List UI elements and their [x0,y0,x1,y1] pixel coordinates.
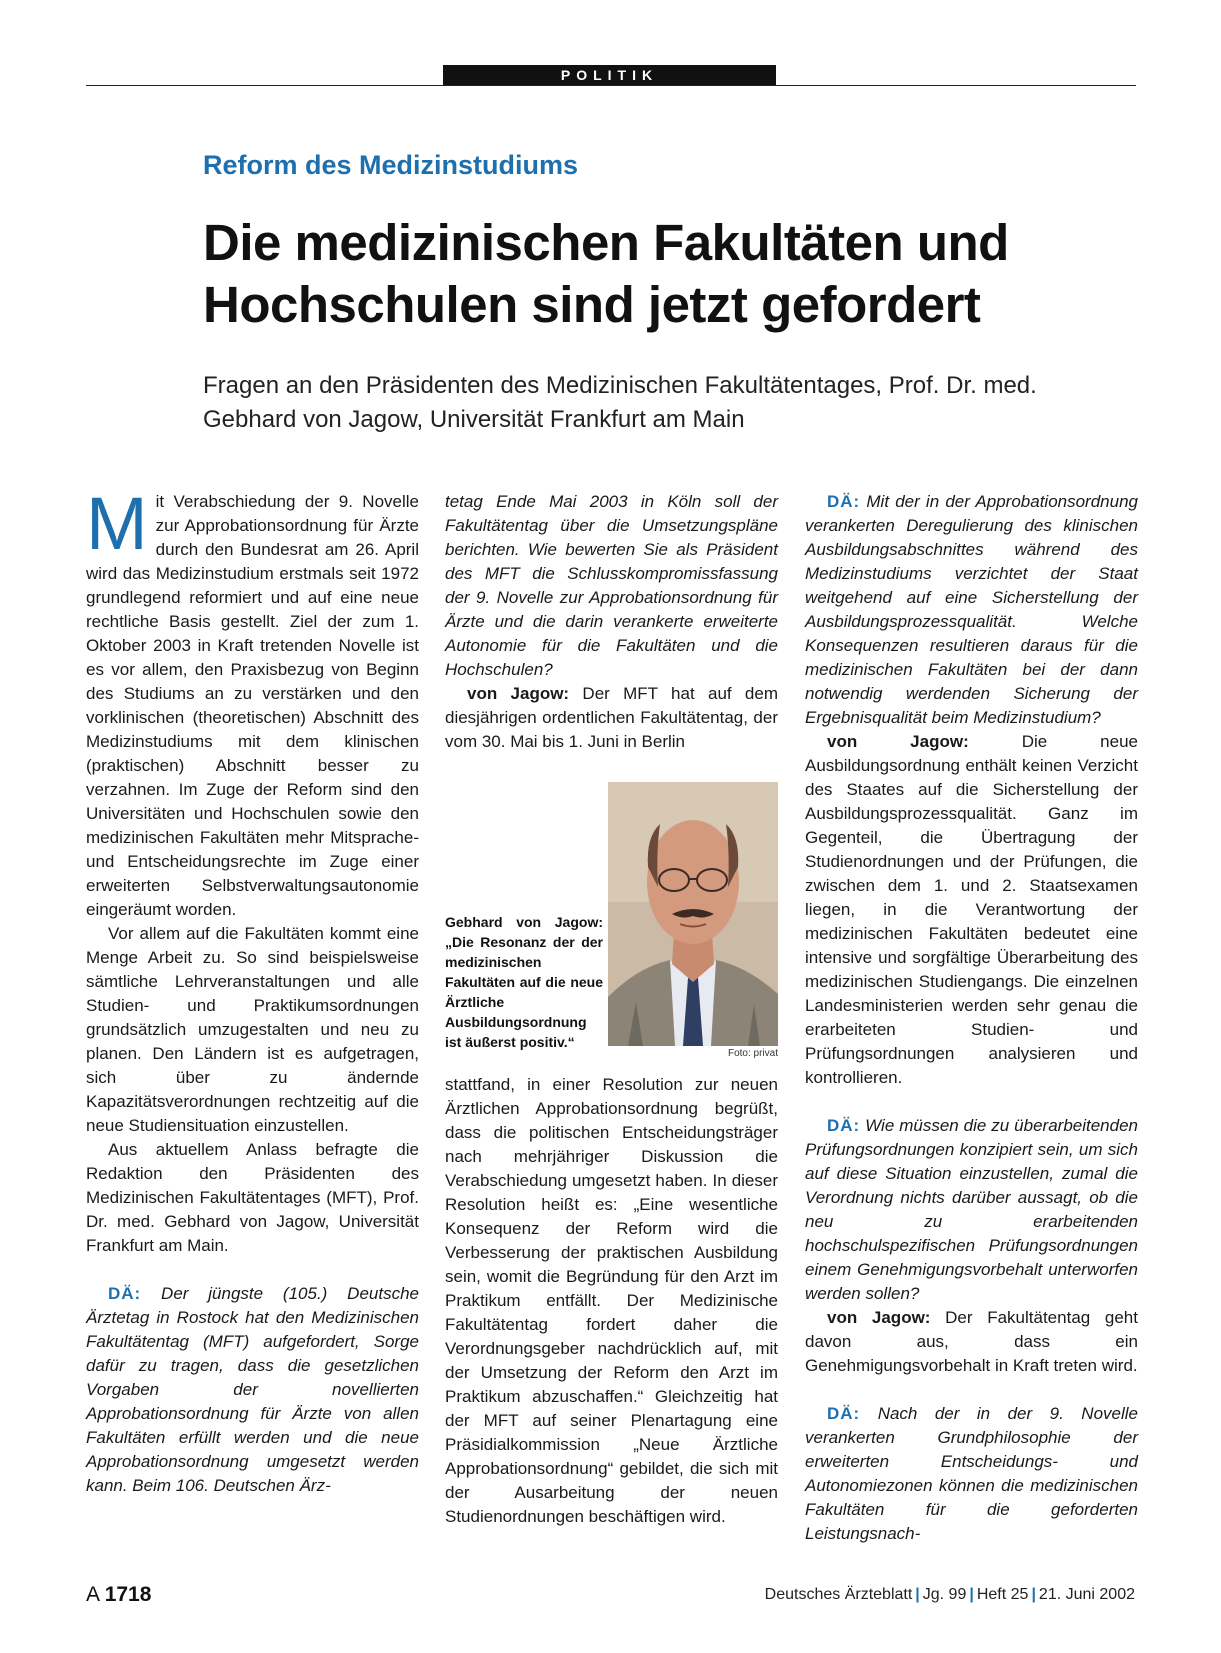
interviewer-label: DÄ: [827,492,861,511]
question-3-text: Wie müssen die zu überarbeitenden Prüfungsordnungen konzipiert sein, um sich auf diese Situation einzustellen, zumal die Verordnung nichts darüber aussagt, ob die neu zu erarbeitenden hochschulspezifischen Prüfungsordnungen einem Genehmigungsvorbehalt unterworfen werden sollen? [805,1116,1138,1303]
question-2-text: Mit der in der Approbationsordnung verankerten Deregulierung des klinischen Ausbildungsabschnittes während des Medizinstudiums verzichtet der Staat weitgehend auf eine Sicherstellung der Ausbildungsprozessqualität. Welche Konsequenzen resultieren daraus für die medizinischen Fakultäten bei der dann notwendig werdenden Sicherung der Ergebnisqualität beim Medizinstudium? [805,492,1138,727]
paragraph-3: Aus aktuellem Anlass befragte die Redaktion den Präsidenten des Medizinischen Fakultätentages (MFT), Prof. Dr. med. Gebhard von Jagow, Universität Frankfurt am Main. [86,1140,419,1255]
portrait-figure [445,782,778,1080]
article-kicker: Reform des Medizinstudiums [203,150,579,180]
question-3 [805,1114,1138,1306]
photo-credit: Foto: privat [727,1048,778,1059]
question-1 [86,1282,419,1498]
section-tag: POLITIK [443,65,776,85]
answer-1 [445,682,778,754]
intro-text: it Verabschiedung der 9. Novelle zur Approbationsordnung für Ärzte durch den Bundesrat am 26. April wird das Medizinstudium erstmals seit 1972 grundlegend reformiert und auf eine neue rechtliche Basis gestellt. Ziel der zum 1. Oktober 2003 in Kraft tretenden Novelle ist es vor allem, den Praxisbezug von Beginn des Studiums an zu verstärken und den vorklinischen (theoretischen) Abschnitt des Medizinstudiums mit dem klinischen (praktischen) Abschnitt besser zu verzahnen. Im Zuge der Reform sind den Universitäten und Hochschulen sowie den medizinischen Fakultäten mehr Mitsprache- und Entscheidungsrechte im Zuge einer erweiterten Selbstverwaltungsautonomie eingeräumt worden. [86,492,419,919]
drop-cap: M [86,482,148,565]
page-number-value: 1718 [104,1583,152,1606]
page-prefix: A [86,1583,99,1606]
journal-issue: Heft 25 [976,1586,1029,1603]
column-2-lower [445,1073,778,1529]
journal-volume: Jg. 99 [922,1586,967,1603]
paragraph-2: Vor allem auf die Fakultäten kommt eine Menge Arbeit zu. So sind beispielsweise sämtliche Lehrveranstaltungen und alle Studien- und Praktikumsordnungen grundsätzlich umzugestalten und neu zu planen. Den Ländern ist es aufgetragen, sich über zu ändernde Kapazitätsverordnungen rechtzeitig auf die neue Studiensituation einzustellen. [86,924,419,1135]
portrait-photo [608,782,778,1046]
article-headline: Die medizinischen Fakultäten und Hochschulen sind jetzt gefordert [203,214,1009,333]
question-1-continued: tetag Ende Mai 2003 in Köln soll der Fakultätentag über die Umsetzungspläne berichten. Wie bewerten Sie als Präsident des MFT die Schlusskompromissfassung der 9. Novelle zur Approbationsordnung für Ärzte und die darin verankerte erweiterte Autonomie für die Fakultäten und die Hochschulen? [445,492,778,679]
answer-1-continued: stattfand, in einer Resolution zur neuen Ärztlichen Approbationsordnung begrüßt, dass die politischen Entscheidungsträger nach mehrjähriger Diskussion die Verabschiedung umgesetzt haben. In dieser Resolution heißt es: „Eine wesentliche Konsequenz der Reform wird die Verbesserung der praktischen Ausbildung sein, womit die Begründung für den Arzt im Praktikum entfällt. Der Medizinische Fakultätentag fordert daher die Verordnungsgeber nachdrücklich auf, mit der Umsetzung der Reform den Arzt im Praktikum abzuschaffen.“ Gleichzeitig hat der MFT auf seiner Plenartagung eine Präsidialkommission „Neue Ärztliche Approbationsordnung“ gebildet, die sich mit der Ausarbeitung der neuen Studienordnungen beschäftigen wird. [445,1075,778,1526]
interviewer-label: DÄ: [827,1116,861,1135]
journal-date: 21. Juni 2002 [1038,1586,1135,1603]
top-rule [86,85,1136,86]
photo-caption: Gebhard von Jagow: „Die Resonanz der der medizinischen Fakultäten auf die neue Ärztliche Ausbildungsordnung ist äußerst positiv.“ [445,914,603,1050]
column-3 [805,490,1138,1546]
answer-1-text: Der MFT hat auf dem diesjährigen ordentlichen Fakultätentag, der vom 30. Mai bis 1. Juni in Berlin [445,684,779,751]
interviewer-label: DÄ: [827,1404,861,1423]
question-1-text: Der jüngste (105.) Deutsche Ärztetag in Rostock hat den Medizinischen Fakultätentag (MFT) aufgefordert, Sorge dafür zu tragen, dass die gesetzlichen Vorgaben der novellierten Approbationsordnung für Ärzte von allen Fakultäten erfüllt werden und die neue Approbationsordnung umgesetzt werden kann. Beim 106. Deutschen Ärz- [86,1284,419,1495]
interviewer-label: DÄ: [108,1284,142,1303]
column-2-upper [445,490,778,754]
article-deck: Fragen an den Präsidenten des Medizinischen Fakultätentages, Prof. Dr. med. Gebhard von Jagow, Universität Frankfurt am Main [203,372,1037,433]
journal-name: Deutsches Ärzteblatt [764,1586,913,1603]
answer-3-text: Der Fakultätentag geht davon aus, dass ein Genehmigungsvorbehalt in Kraft treten wird. [805,1308,1138,1375]
intro-paragraph [86,482,419,922]
page-number [86,1583,151,1607]
respondent-label: von Jagow: [827,1308,931,1327]
question-2 [805,490,1138,730]
answer-2 [805,730,1138,1090]
journal-info: Deutsches Ärzteblatt | Jg. 99 | Heft 25 | 21. Juni 2002 [764,1586,1135,1603]
column-1 [86,482,419,1498]
question-4-text: Nach der in der 9. Novelle verankerten Grundphilosophie der erweiterten Entscheidungs- und Autonomiezonen können die medizinischen Fakultäten für die geforderten Leistungsnach- [805,1404,1138,1543]
answer-3 [805,1306,1138,1378]
respondent-label: von Jagow: [827,732,969,751]
answer-2-text: Die neue Ausbildungsordnung enthält keinen Verzicht des Staates auf die Sicherstellung der Ausbildungsprozessqualität. Ganz im Gegenteil, die Übertragung der Studienordnungen und der Prüfungen, die zwischen dem 1. und 2. Staatsexamen liegen, in die Verantwortung der medizinischen Fakultäten bedeutet eine intensive und sorgfältige Überarbeitung des medizinischen Studiengangs. Die einzelnen Landesministerien werden sehr genau die erarbeiteten Studien- und Prüfungsordnungen analysieren und kontrollieren. [805,732,1138,1087]
question-4 [805,1402,1138,1546]
respondent-label: von Jagow: [467,684,570,703]
